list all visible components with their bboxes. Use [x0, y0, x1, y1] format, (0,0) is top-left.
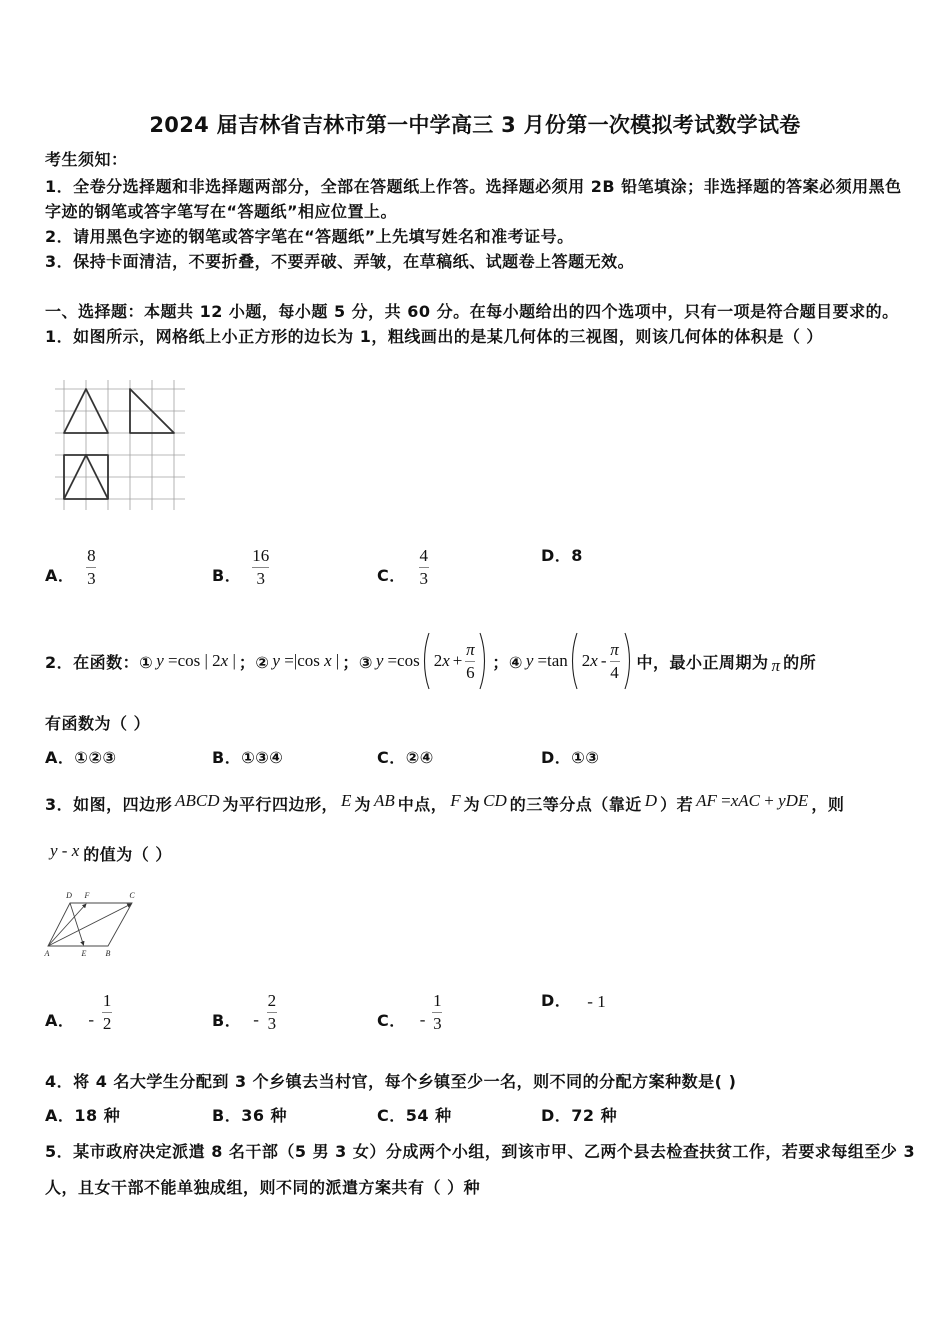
q3-option-a	[45, 991, 112, 1034]
q1-option-a-denominator: 3	[87, 569, 96, 588]
left-paren-icon	[570, 632, 579, 690]
q3-option-a-denominator: 2	[102, 1014, 112, 1033]
notice-line-2: 字迹的钢笔或答字笔写在“答题纸”相应位置上。	[45, 202, 398, 221]
label-d: D	[66, 891, 72, 900]
q1-option-a-fraction	[86, 546, 96, 589]
q2-option-c-text: ②④	[405, 748, 434, 767]
q3-stem-line-2	[45, 841, 172, 865]
q2-formula-4	[526, 632, 634, 690]
q3-option-b-label: B．	[212, 1011, 242, 1030]
q1-option-c-label: C．	[377, 566, 406, 585]
q2-f4-minus: -	[600, 651, 607, 670]
q2-f4-x: x	[590, 651, 598, 670]
grid-lines	[55, 380, 185, 510]
q2-option-b	[212, 748, 283, 768]
q3-option-a-numerator: 1	[102, 991, 112, 1010]
fraction-bar	[267, 1012, 277, 1013]
q2-sep-3: ；③	[342, 652, 373, 672]
q2-f4-y: y	[525, 651, 534, 670]
q2-f4-eq-tan: =tan	[537, 651, 568, 670]
q2-f2-x: x	[324, 651, 332, 670]
q2-mid-text: 中，最小正周期为	[636, 652, 769, 672]
q2-option-b-text: ①③④	[241, 748, 284, 767]
q2-f3-numerator: π	[466, 639, 475, 659]
notice-heading: 考生须知：	[45, 150, 128, 169]
q2-formula-2	[272, 651, 339, 671]
q2-f3-denominator: 6	[466, 662, 475, 682]
q3-point-f: F	[450, 791, 461, 810]
view-outlines	[64, 389, 174, 499]
fraction-bar	[102, 1012, 112, 1013]
q2-f4-coef: 2	[581, 651, 591, 670]
q3-text-7: ）若	[660, 795, 694, 814]
q3-option-a-fraction	[102, 991, 112, 1034]
q3-point-d: D	[644, 791, 658, 810]
q2-f4-paren-group	[570, 632, 632, 690]
left-paren-icon	[422, 632, 431, 690]
q3-text-2: 为平行四边形，	[222, 795, 339, 814]
q4-option-b	[212, 1106, 287, 1126]
q3-option-d	[541, 991, 606, 1014]
q4-option-c-label: C．	[377, 1106, 406, 1125]
q2-f4-denominator: 4	[610, 662, 619, 682]
q2-f1-x: x	[220, 651, 229, 670]
q3-eq-ac: AC	[738, 791, 760, 810]
q5-stem-line-2: 人，且女干部不能单独成组，则不同的派遣方案共有（ ）种	[45, 1178, 481, 1197]
q4-option-d-label: D．	[541, 1106, 572, 1125]
fraction-bar	[86, 567, 96, 568]
q1-option-b-numerator: 16	[252, 546, 270, 565]
q2-option-c	[377, 748, 434, 768]
q2-sep-4: ；④	[492, 652, 523, 672]
q3-option-b-fraction	[267, 991, 277, 1034]
fraction-bar	[610, 661, 620, 662]
label-a: A	[44, 949, 50, 958]
left-paren-stroke	[424, 633, 429, 689]
notice-line-3: 2．请用黑色字迹的钢笔或答字笔在“答题纸”上先填写姓名和准考证号。	[45, 227, 574, 246]
q3-option-c-sign: -	[419, 1010, 426, 1029]
q3-eq-de: DE	[785, 791, 809, 810]
q5-stem-line-1: 5．某市政府决定派遣 8 名干部（5 男 3 女）分成两个小组，到该市甲、乙两个县去检查扶贫工作，若要求每组至少 3	[45, 1142, 916, 1161]
q3-option-b-numerator: 2	[267, 991, 277, 1010]
label-b: B	[105, 949, 111, 958]
q1-option-b-label: B．	[212, 566, 242, 585]
notice-line-4: 3．保持卡面清洁，不要折叠，不要弄破、弄皱，在草稿纸、试题卷上答题无效。	[45, 252, 635, 271]
q3-expr-y: y	[50, 841, 58, 860]
parallelogram-figure	[42, 888, 142, 960]
q2-option-d	[541, 748, 599, 768]
q2-prefix: 2．在函数：①	[45, 652, 154, 672]
q2-stem-line-2: 有函数为（ ）	[45, 714, 151, 733]
q3-eq-x: x	[730, 791, 739, 810]
q3-option-c-fraction	[432, 991, 442, 1034]
q3-eq-af: AF	[696, 791, 717, 810]
q2-f3-paren-group	[422, 632, 488, 690]
q3-equation	[696, 791, 808, 810]
q3-option-c-numerator: 1	[433, 991, 442, 1010]
label-f: F	[84, 891, 90, 900]
q2-option-b-label: B．	[212, 748, 242, 767]
q3-abcd: ABCD	[175, 791, 220, 810]
q3-option-a-sign: -	[88, 1010, 95, 1029]
q1-option-b	[212, 546, 269, 589]
q2-option-d-text: ①③	[571, 748, 600, 767]
q1-option-a-label: A．	[45, 566, 75, 585]
q2-sep-2: ；②	[238, 652, 270, 672]
q3-ab: AB	[373, 791, 395, 810]
q3-text-5: 为	[463, 795, 481, 814]
section-heading: 一、选择题：本题共 12 小题，每小题 5 分，共 60 分。在每小题给出的四个选项中，只有一项是符合题目要求的。	[45, 302, 899, 321]
q3-text-3: 为	[354, 795, 371, 814]
q2-f3-x: x	[442, 651, 450, 670]
figure-labels	[44, 891, 136, 958]
q2-f2-y: y	[272, 651, 280, 670]
q3-point-e: E	[341, 791, 352, 810]
fraction-bar	[432, 1012, 442, 1013]
q2-f3-eq-cos: =cos	[387, 651, 420, 670]
q3-option-c-denominator: 3	[433, 1014, 442, 1033]
q3-option-d-value: - 1	[587, 992, 606, 1011]
q1-option-d	[541, 546, 583, 569]
q2-f3-fraction	[465, 640, 475, 683]
q1-option-a-numerator: 8	[87, 546, 96, 565]
q3-option-c	[377, 991, 442, 1034]
q2-f3-coef: 2	[433, 651, 443, 670]
three-view-figure	[55, 380, 185, 510]
fraction-bar	[252, 567, 269, 568]
q1-option-a	[45, 546, 96, 589]
q3-option-b-denominator: 3	[267, 1014, 277, 1033]
q2-option-a-text: ①②③	[74, 748, 117, 767]
label-e: E	[81, 949, 87, 958]
q2-f1-bar-right: |	[232, 651, 236, 670]
q1-option-c-denominator: 3	[419, 569, 428, 588]
q4-option-c-text: 54 种	[405, 1106, 452, 1125]
q2-option-c-label: C．	[377, 748, 406, 767]
q2-f4-numerator: π	[610, 639, 619, 659]
q3-expression	[50, 841, 79, 860]
q4-option-b-text: 36 种	[241, 1106, 288, 1125]
q2-f3-plus: +	[452, 651, 463, 670]
q2-option-d-label: D．	[541, 748, 572, 767]
q4-option-a-label: A．	[45, 1106, 75, 1125]
vector-ac	[48, 904, 131, 946]
q1-option-d-value: 8	[571, 546, 583, 565]
q3-option-b	[212, 991, 277, 1034]
q2-pi: π	[771, 656, 781, 675]
q1-option-c	[377, 546, 429, 589]
q3-text-8: ，则	[811, 795, 845, 814]
q1-option-c-fraction	[419, 546, 429, 589]
q2-f2-eq-bar: =|	[284, 651, 298, 670]
right-paren-icon	[478, 632, 487, 690]
vector-af	[48, 904, 86, 946]
exam-title: 2024 届吉林省吉林市第一中学高三 3 月份第一次模拟考试数学试卷	[149, 113, 801, 137]
q2-tail-text: 的所	[783, 652, 817, 672]
q2-formula-1	[156, 651, 236, 671]
right-paren-stroke	[480, 633, 485, 689]
fraction-bar	[465, 661, 475, 662]
q3-option-b-sign: -	[253, 1010, 259, 1029]
q3-text-1: 3．如图，四边形	[45, 795, 173, 814]
q3-line2-text: 的值为（ ）	[83, 845, 172, 864]
q2-stem-line-1	[45, 629, 816, 693]
q1-stem: 1．如图所示，网格纸上小正方形的边长为 1，粗线画出的是某几何体的三视图，则该几何体的体积是（ ）	[45, 327, 823, 346]
q4-option-a	[45, 1106, 120, 1126]
q2-f1-eq-cos: =cos	[167, 651, 201, 670]
q2-f2-cos: cos	[297, 651, 320, 670]
q2-f1-y: y	[156, 651, 164, 670]
q2-formula-3	[376, 632, 489, 690]
q3-option-a-label: A．	[45, 1011, 75, 1030]
q3-eq-plus: +	[764, 791, 774, 810]
left-paren-stroke	[572, 633, 577, 689]
q1-option-d-label: D．	[541, 546, 572, 565]
q2-f2-bar-right: |	[335, 651, 340, 670]
q1-option-b-fraction	[252, 546, 269, 589]
q4-option-b-label: B．	[212, 1106, 242, 1125]
notice-line-1: 1．全卷分选择题和非选择题两部分，全部在答题纸上作答。选择题必须用 2B 铅笔填涂；非选择题的答案必须用黑色	[45, 177, 902, 196]
q4-option-c	[377, 1106, 452, 1126]
q2-f1-bar-left: |	[204, 651, 208, 670]
right-paren-stroke	[625, 633, 630, 689]
q2-option-a-label: A．	[45, 748, 75, 767]
fraction-bar	[419, 567, 429, 568]
q2-f4-fraction	[610, 640, 620, 683]
q4-option-a-text: 18 种	[74, 1106, 121, 1125]
q3-expr-minus: -	[61, 841, 68, 860]
q1-option-b-denominator: 3	[256, 569, 265, 588]
q4-option-d-text: 72 种	[571, 1106, 618, 1125]
q2-f3-y: y	[375, 651, 384, 670]
q4-stem: 4．将 4 名大学生分配到 3 个乡镇去当村官，每个乡镇至少一名，则不同的分配方案种数是( )	[45, 1072, 737, 1091]
q3-text-4: 中点，	[397, 795, 448, 814]
q3-expr-x: x	[71, 841, 80, 860]
label-c: C	[129, 891, 135, 900]
q3-eq-equals: =	[721, 791, 731, 810]
q2-option-a	[45, 748, 117, 768]
q3-option-c-label: C．	[377, 1011, 406, 1030]
q2-f1-coef: 2	[212, 651, 221, 670]
q1-option-c-numerator: 4	[419, 546, 428, 565]
right-paren-icon	[623, 632, 632, 690]
q3-text-6: 的三等分点（靠近	[509, 795, 642, 814]
q3-cd: CD	[483, 791, 507, 810]
q3-eq-y: y	[778, 791, 786, 810]
q4-option-d	[541, 1106, 617, 1126]
q3-stem-line-1	[45, 791, 845, 815]
q3-option-d-label: D．	[541, 991, 572, 1010]
